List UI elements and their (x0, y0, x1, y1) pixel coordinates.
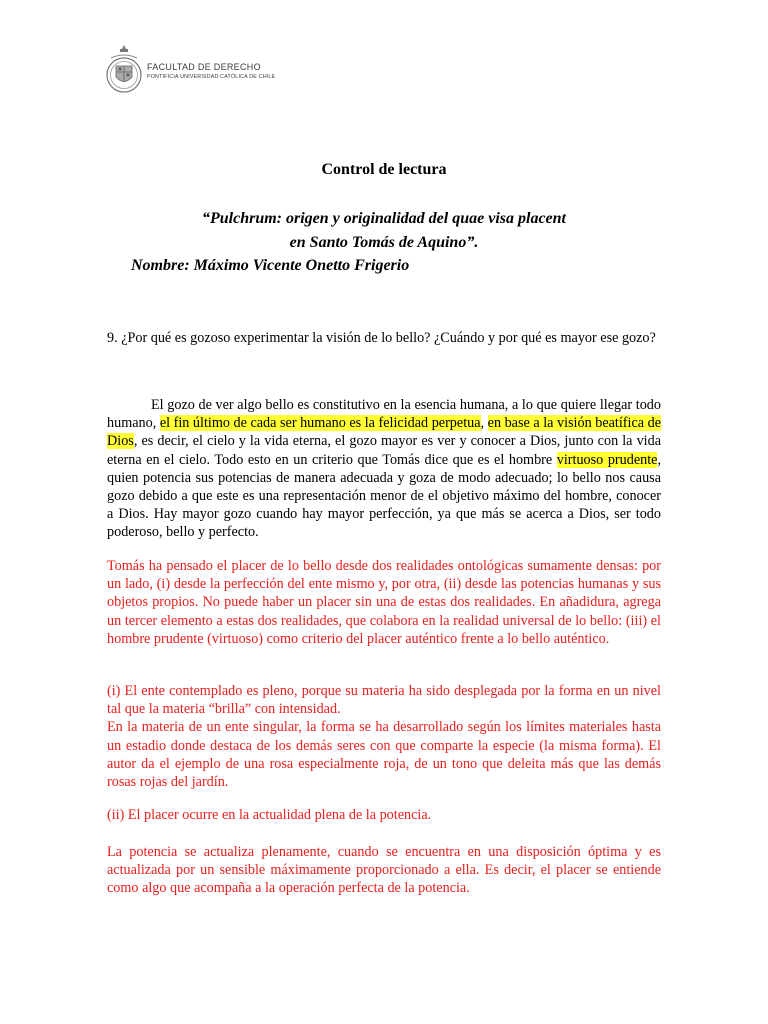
document-title: Control de lectura (321, 161, 447, 178)
university-seal-icon (105, 44, 143, 98)
feedback-paragraph: Tomás ha pensado el placer de lo bello desde dos realidades ontológicas sumamente densas: por un lado, (i) desde la perfección del ente mismo y, por otra, (ii) desde las potencias humanas y sus objetos propios. No puede haber un placer sin una de estas dos realidades. En añadidura, agrega un tercer elemento a estas dos realidades, que colabora en la realidad universal de lo bello: (iii) el hombre prudente (virtuoso) como criterio del placer auténtico frente a lo bello auténtico. (107, 558, 661, 647)
highlight-text: el fin último de cada ser humano es la felicidad perpetua (159, 415, 481, 432)
highlight-text: virtuoso prudente (556, 451, 658, 468)
subtitle-line-2: en Santo Tomás de Aquino”. (289, 233, 479, 251)
subtitle-line-1: “Pulchrum: origen y originalidad del quae visa placent (201, 210, 566, 227)
feedback-paragraph: La potencia se actualiza plenamente, cuando se encuentra en una disposición óptima y es actualizada por un sensible máximamente proporcionado a ella. Es decir, el placer se entiende como algo que acompaña a la operación perfecta de la potencia. (107, 844, 661, 897)
question-text: 9. ¿Por qué es gozoso experimentar la visión de lo bello? ¿Cuándo y por qué es mayor ese gozo? (107, 330, 656, 346)
feedback-line: (i) El ente contemplado es pleno, porque su materia ha sido desplegada por la forma en un nivel tal que la materia “brilla” con intensidad. (107, 683, 661, 718)
faculty-header (105, 44, 405, 100)
university-name: PONTIFICIA UNIVERSIDAD CATÓLICA DE CHILE (147, 74, 276, 80)
faculty-name-block (147, 62, 275, 81)
feedback-paragraph: (ii) El placer ocurre en la actualidad plena de la potencia. (107, 807, 432, 823)
feedback-paragraph (107, 682, 661, 791)
answer-paragraph (107, 396, 661, 542)
answer-text: , quien potencia sus potencias de manera adecuada y goza de modo adecuado; lo bello nos causa gozo debido a que este es una representación menor de el objetivo máximo del hombre, conocer a Dios. Hay mayor gozo cuando hay mayor perfección, ya que más se acerca a Dios, ser todo poderoso, bello y perfecto. (107, 451, 662, 541)
feedback-line: En la materia de un ente singular, la forma se ha desarrollado según los límites materiales hasta un estadio donde destaca de los demás seres con que comparte la especie (la misma forma). El autor da el ejemplo de una rosa especialmente roja, de un tono que deleita más que las demás rosas rojas del jardín. (107, 719, 661, 791)
document-subtitle (0, 207, 768, 254)
answer-text: , (480, 415, 488, 432)
highlight-text: en base a la visión beatífica de Dios (107, 415, 661, 450)
answer-text: , es decir, el cielo y la vida eterna, el gozo mayor es ver y conocer a Dios, junto con la vida eterna en el cielo. Todo esto en un criterio que Tomás dice que es el hombre (107, 433, 661, 468)
student-name: Nombre: Máximo Vicente Onetto Frigerio (131, 257, 410, 274)
faculty-name: FACULTAD DE DERECHO (147, 62, 261, 72)
answer-text: El gozo de ver algo bello es constitutivo en la esencia humana, a lo que quiere llegar todo humano, (107, 397, 661, 432)
